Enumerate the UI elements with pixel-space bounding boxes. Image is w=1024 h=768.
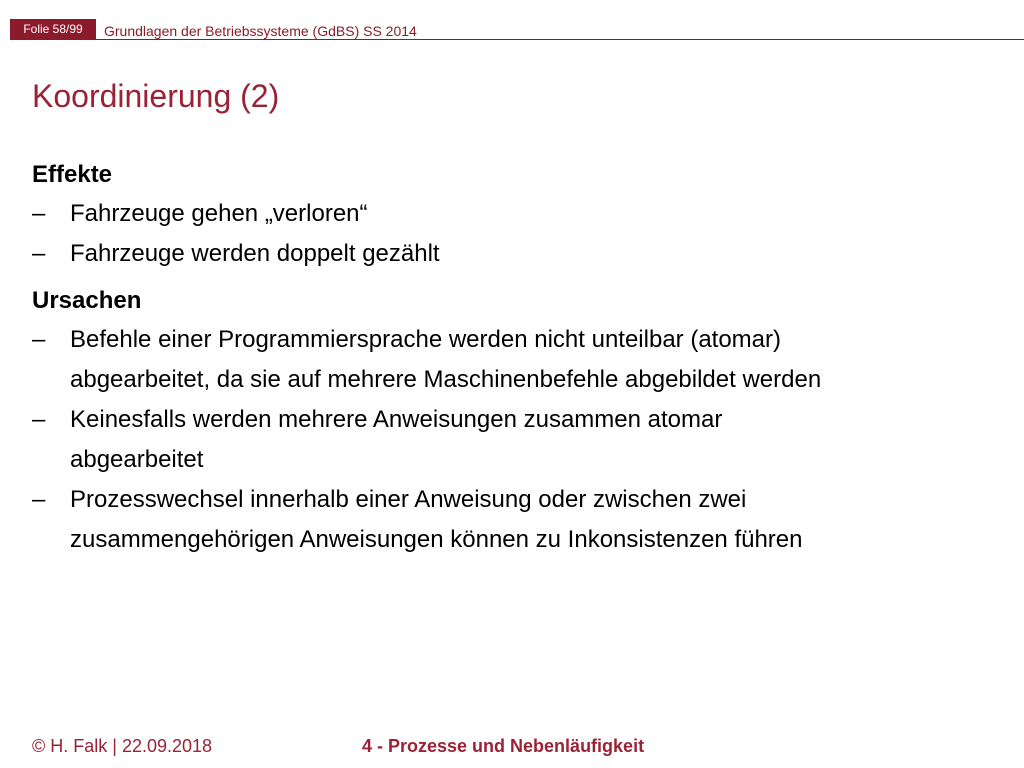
bullet-line: Fahrzeuge werden doppelt gezählt <box>70 240 440 267</box>
bullet-line: abgearbeitet, da sie auf mehrere Maschinenbefehle abgebildet werden <box>70 366 822 393</box>
bullet-item <box>32 480 992 560</box>
bullet-dash: – <box>32 200 46 227</box>
bullet-item <box>32 234 992 274</box>
bullet-dash: – <box>32 486 46 513</box>
bullet-line: Prozesswechsel innerhalb einer Anweisung oder zwischen zwei <box>70 486 747 513</box>
slide-number-badge: Folie 58/99 <box>10 19 96 40</box>
bullet-line: zusammengehörigen Anweisungen können zu Inkonsistenzen führen <box>70 526 803 553</box>
bullet-line: Befehle einer Programmiersprache werden nicht unteilbar (atomar) <box>70 326 781 353</box>
bullet-line: Keinesfalls werden mehrere Anweisungen zusammen atomar <box>70 406 723 433</box>
bullet-item <box>32 320 992 400</box>
bullet-line: Fahrzeuge gehen „verloren“ <box>70 200 368 227</box>
bullet-item <box>32 400 992 480</box>
bullet-line: abgearbeitet <box>70 446 204 473</box>
section-heading-ursachen: Ursachen <box>32 287 142 314</box>
bullet-dash: – <box>32 406 46 433</box>
slide-content <box>32 156 992 560</box>
bullet-dash: – <box>32 240 46 267</box>
footer-author-date: © H. Falk | 22.09.2018 <box>32 736 213 756</box>
footer-chapter-title: 4 - Prozesse und Nebenläufigkeit <box>362 736 645 756</box>
course-title: Grundlagen der Betriebssysteme (GdBS) SS 2014 <box>104 23 417 39</box>
bullet-dash: – <box>32 326 46 353</box>
section-heading-effekte: Effekte <box>32 161 113 188</box>
slide-title: Koordinierung (2) <box>32 78 280 114</box>
header-divider <box>96 39 1024 40</box>
bullet-item <box>32 194 992 234</box>
